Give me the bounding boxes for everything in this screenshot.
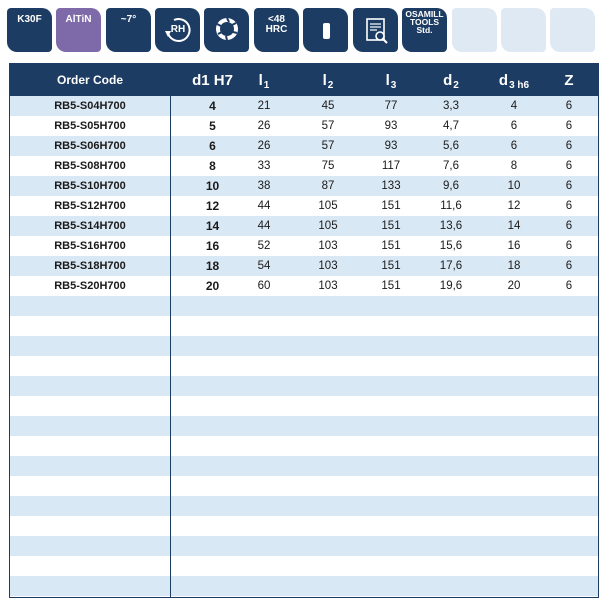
- table-row: [10, 176, 598, 196]
- header-order-code: Order Code: [56, 73, 123, 87]
- cell-l3: 77: [384, 100, 398, 112]
- cell-l3: 93: [384, 140, 398, 152]
- table-row: [10, 196, 598, 216]
- cell-d2: 5,6: [443, 140, 459, 152]
- empty-table-row: [10, 596, 598, 598]
- cell-d2: 13,6: [439, 220, 463, 232]
- cell-d1: 20: [205, 279, 220, 293]
- cell-l3: 151: [381, 240, 401, 252]
- empty-badge: [501, 8, 546, 52]
- cell-code: RB5-S06H700: [54, 140, 126, 152]
- cell-code: RB5-S05H700: [54, 120, 126, 132]
- cell-z: 6: [565, 200, 573, 212]
- cell-l1: 26: [257, 120, 271, 132]
- cylindrical-shank-icon: [311, 13, 341, 47]
- cell-d3: 6: [510, 140, 518, 152]
- cell-l1: 54: [257, 260, 271, 272]
- cell-code: RB5-S18H700: [54, 260, 126, 272]
- cell-l2: 57: [321, 120, 335, 132]
- rotation-right-hand-icon: [160, 13, 196, 47]
- flutes-badge: [204, 8, 249, 52]
- cell-l3: 117: [381, 160, 401, 172]
- cell-d2: 4,7: [443, 120, 459, 132]
- empty-table-row: [10, 436, 598, 456]
- cell-l3: 151: [381, 260, 401, 272]
- cell-d1: 14: [205, 219, 220, 233]
- table-row: [10, 256, 598, 276]
- grade-badge: K30F: [7, 8, 52, 52]
- cell-d2: 3,3: [443, 100, 459, 112]
- cell-code: RB5-S10H700: [54, 180, 126, 192]
- cell-d2: 19,6: [439, 280, 463, 292]
- cell-d1: 16: [205, 239, 220, 253]
- cell-l2: 105: [318, 200, 338, 212]
- cell-d3: 16: [507, 240, 521, 252]
- empty-table-row: [10, 316, 598, 336]
- table-header: [10, 64, 598, 96]
- cell-l1: 52: [257, 240, 271, 252]
- empty-badge: [550, 8, 595, 52]
- cell-d1: 12: [205, 199, 220, 213]
- header-d3: d $_{3 h6}$: [498, 71, 530, 91]
- header-d2: d $_2$: [443, 71, 459, 91]
- header-d1: d1 H7: [192, 71, 233, 89]
- cell-d3: 4: [510, 100, 518, 112]
- table-row: [10, 116, 598, 136]
- cell-l1: 44: [257, 200, 271, 212]
- cell-d1: 6: [209, 139, 216, 153]
- cell-code: RB5-S20H700: [54, 280, 126, 292]
- empty-table-row: [10, 296, 598, 316]
- empty-table-row: [10, 476, 598, 496]
- spec-badges-bar: [7, 8, 607, 52]
- hardness-badge: <48 HRC: [254, 8, 299, 52]
- cell-l3: 151: [381, 220, 401, 232]
- cell-d2: 17,6: [439, 260, 463, 272]
- cell-l1: 33: [257, 160, 271, 172]
- cell-z: 6: [565, 260, 573, 272]
- cell-d3: 18: [507, 260, 521, 272]
- cell-l2: 45: [321, 100, 335, 112]
- shank-badge: [303, 8, 348, 52]
- cell-d2: 7,6: [443, 160, 459, 172]
- rotation-badge: [155, 8, 200, 52]
- column-divider: [170, 96, 171, 598]
- angle-badge: ~7°: [106, 8, 151, 52]
- header-l1: l $_1$: [258, 71, 270, 91]
- empty-table-row: [10, 456, 598, 476]
- coating-badge: AlTiN: [56, 8, 101, 52]
- table-row: [10, 156, 598, 176]
- header-l2: l $_2$: [322, 71, 334, 91]
- cell-l1: 21: [257, 100, 271, 112]
- empty-badge: [452, 8, 497, 52]
- cell-l2: 103: [318, 260, 338, 272]
- cell-code: RB5-S12H700: [54, 200, 126, 212]
- svg-text:RH: RH: [170, 24, 185, 35]
- cell-l2: 75: [321, 160, 335, 172]
- cell-d1: 8: [209, 159, 216, 173]
- empty-table-row: [10, 376, 598, 396]
- cell-l3: 151: [381, 280, 401, 292]
- cell-d2: 9,6: [443, 180, 459, 192]
- cell-code: RB5-S04H700: [54, 100, 126, 112]
- cell-d1: 10: [205, 179, 220, 193]
- header-z: Z: [564, 71, 574, 89]
- cell-d3: 14: [507, 220, 521, 232]
- empty-table-row: [10, 576, 598, 596]
- empty-table-row: [10, 556, 598, 576]
- cell-l3: 93: [384, 120, 398, 132]
- document-magnifier-icon: [359, 13, 393, 49]
- cell-l1: 26: [257, 140, 271, 152]
- empty-table-row: [10, 536, 598, 556]
- six-flute-cross-section-icon: [210, 13, 244, 47]
- cell-l1: 38: [257, 180, 271, 192]
- cell-d2: 15,6: [439, 240, 463, 252]
- product-dimension-table: [9, 63, 599, 598]
- cell-z: 6: [565, 160, 573, 172]
- cell-d3: 20: [507, 280, 521, 292]
- cell-z: 6: [565, 280, 573, 292]
- cell-z: 6: [565, 240, 573, 252]
- cell-d3: 12: [507, 200, 521, 212]
- empty-table-row: [10, 356, 598, 376]
- cell-z: 6: [565, 180, 573, 192]
- brand-standard-badge: OSAMILL TOOLS Std.: [402, 8, 447, 52]
- cell-l3: 151: [381, 200, 401, 212]
- cell-l2: 105: [318, 220, 338, 232]
- table-row: [10, 216, 598, 236]
- empty-table-row: [10, 516, 598, 536]
- cell-d2: 11,6: [440, 200, 462, 212]
- cell-d1: 5: [209, 119, 216, 133]
- table-row: [10, 236, 598, 256]
- cell-z: 6: [565, 100, 573, 112]
- table-row: [10, 136, 598, 156]
- empty-table-row: [10, 396, 598, 416]
- cell-l2: 57: [321, 140, 335, 152]
- table-row: [10, 96, 598, 116]
- cell-d3: 6: [510, 120, 518, 132]
- cell-l1: 60: [257, 280, 271, 292]
- cell-l1: 44: [257, 220, 271, 232]
- cell-z: 6: [565, 140, 573, 152]
- cell-l2: 103: [318, 280, 338, 292]
- header-l3: l $_3$: [385, 71, 397, 91]
- standard-doc-badge: [353, 8, 398, 52]
- cell-l2: 103: [318, 240, 338, 252]
- cell-l3: 133: [381, 180, 401, 192]
- empty-table-row: [10, 336, 598, 356]
- table-row: [10, 276, 598, 296]
- cell-code: RB5-S16H700: [54, 240, 126, 252]
- cell-d1: 18: [205, 259, 220, 273]
- cell-d1: 4: [209, 99, 216, 113]
- cell-code: RB5-S08H700: [54, 160, 126, 172]
- cell-code: RB5-S14H700: [54, 220, 126, 232]
- cell-d3: 10: [507, 180, 521, 192]
- cell-d3: 8: [510, 160, 518, 172]
- empty-table-row: [10, 416, 598, 436]
- empty-table-row: [10, 496, 598, 516]
- cell-z: 6: [565, 120, 573, 132]
- cell-z: 6: [565, 220, 573, 232]
- cell-l2: 87: [321, 180, 335, 192]
